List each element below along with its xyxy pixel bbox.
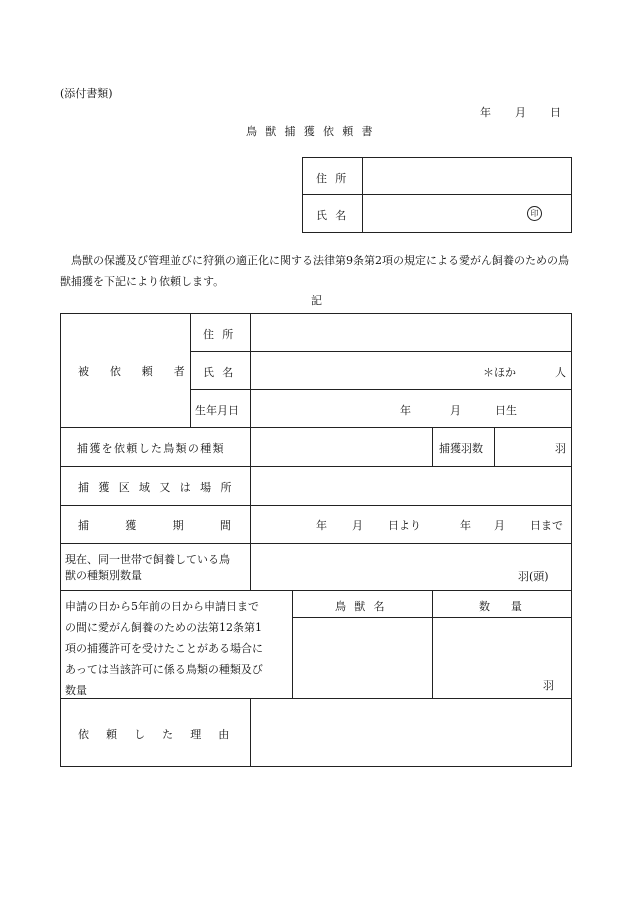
birth-month: 月	[450, 404, 461, 417]
current-unit: 羽(頭)	[518, 570, 549, 583]
line-v-reason	[250, 698, 251, 767]
requester-col-divider	[362, 157, 363, 233]
requester-divider	[302, 194, 572, 195]
seal-mark: 印	[527, 206, 542, 221]
period-from-month: 月	[352, 519, 363, 532]
line-v-count1	[432, 427, 433, 466]
past-count-header: 数量	[479, 600, 543, 613]
line-v-past2	[432, 590, 433, 698]
line-v-count2	[494, 427, 495, 466]
period-to-year: 年	[460, 519, 471, 532]
past-species-header: 鳥獣名	[335, 600, 393, 613]
past-label-line-3: 項の捕獲許可を受けたことがある場合に	[65, 642, 263, 655]
line-v-past1	[292, 590, 293, 698]
birth-day: 日生	[495, 404, 517, 417]
date-day: 日	[550, 106, 561, 119]
count-label: 捕獲羽数	[439, 442, 483, 455]
requestee-label: 被依頼者	[78, 365, 206, 378]
area-label: 捕獲区域又は場所	[78, 481, 241, 494]
birth-year: 年	[400, 404, 411, 417]
current-label-line2: 獣の種類別数量	[65, 569, 142, 582]
line-h-9	[60, 698, 572, 699]
persons-unit: 人	[555, 366, 566, 379]
period-from-year: 年	[316, 519, 327, 532]
request-body-text: 鳥獣の保護及び管理並びに狩猟の適正化に関する法律第9条第2項の規定による愛がん飼養のための鳥獣捕獲を下記により依頼します。	[60, 254, 569, 288]
past-unit: 羽	[543, 679, 554, 692]
period-to-day: 日まで	[530, 519, 563, 532]
line-h-2	[190, 389, 572, 390]
period-to-month: 月	[494, 519, 505, 532]
requester-address-label: 住所	[316, 172, 355, 185]
requestee-name-label: 氏名	[203, 366, 242, 379]
birthdate-label: 生年月日	[195, 404, 239, 417]
line-h-5	[60, 505, 572, 506]
attachment-label: (添付書類)	[60, 87, 113, 100]
past-label-line-5: 数量	[65, 684, 87, 697]
line-h-1	[190, 351, 572, 352]
line-h-6	[60, 543, 572, 544]
date-month: 月	[515, 106, 526, 119]
requestee-address-label: 住所	[203, 328, 242, 341]
current-label-line1: 現在、同一世帯で飼養している鳥	[65, 553, 230, 566]
document-title: 鳥獣捕獲依頼書	[246, 125, 381, 138]
count-unit: 羽	[555, 442, 566, 455]
period-from-day: 日より	[388, 519, 421, 532]
date-year: 年	[480, 106, 491, 119]
ki-label: 記	[311, 294, 322, 307]
line-h-4	[60, 466, 572, 467]
line-h-7	[60, 590, 572, 591]
period-label: 捕獲期間	[78, 519, 268, 532]
species-label: 捕獲を依頼した鳥類の種類	[77, 442, 225, 455]
requester-name-label: 氏名	[316, 209, 355, 222]
others-mark: ＊ほか	[483, 366, 516, 379]
line-v-label	[250, 313, 251, 590]
past-label-line-2: の間に愛がん飼養のための法第12条第1	[65, 621, 262, 634]
reason-label: 依頼した理由	[78, 728, 247, 741]
line-h-3	[60, 427, 572, 428]
past-label-line-1: 申請の日から5年前の日から申請日まで	[65, 600, 259, 613]
past-label-line-4: あっては当該許可に係る鳥類の種類及び	[65, 663, 263, 676]
